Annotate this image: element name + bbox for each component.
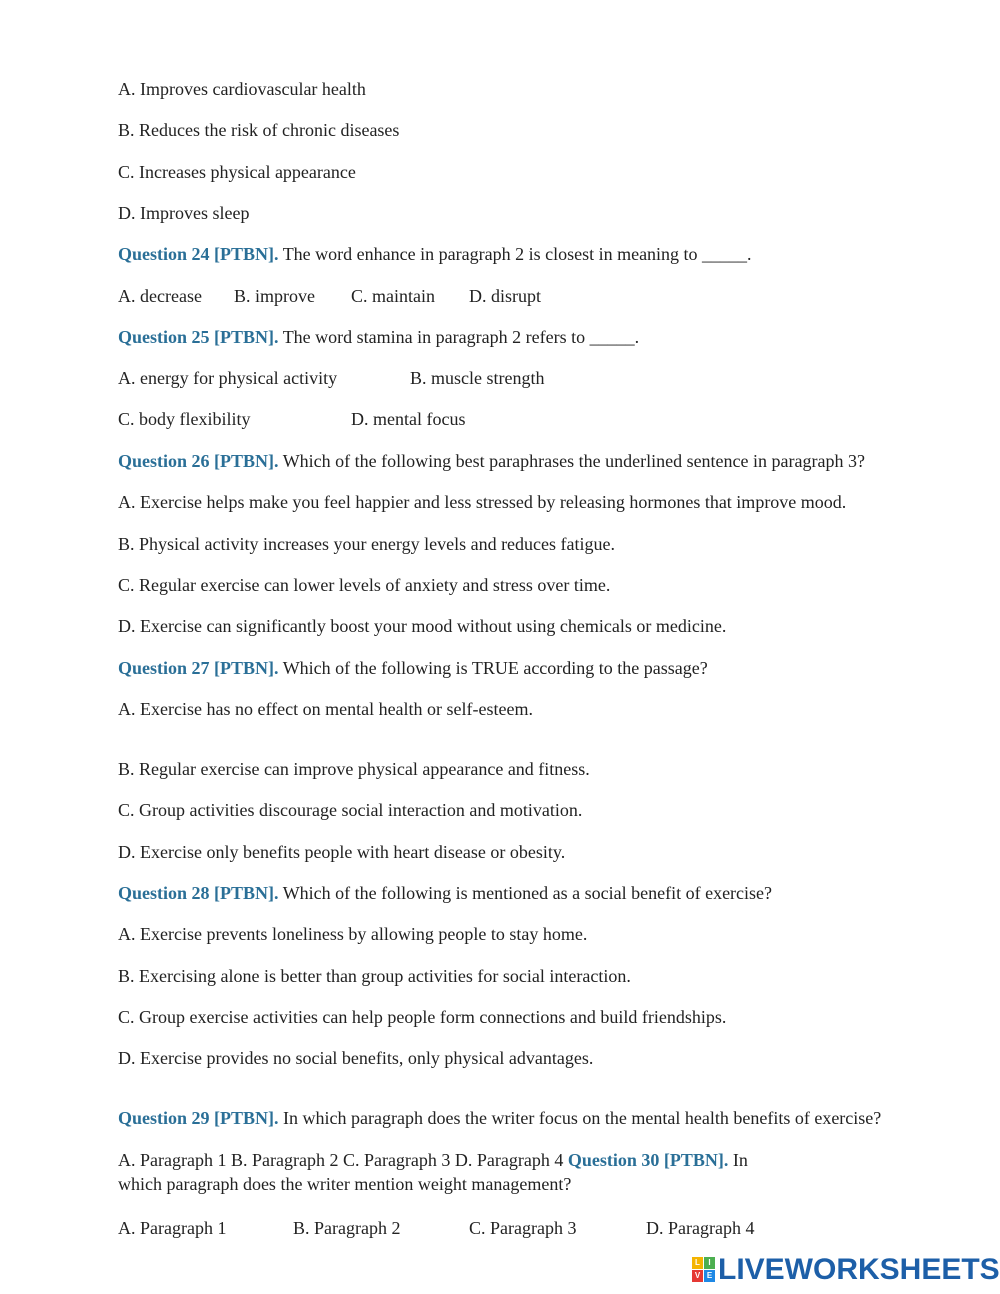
q29-options: A. Paragraph 1 B. Paragraph 2 C. Paragraph 3 D. Paragraph 4 xyxy=(118,1150,568,1170)
question-30-text-part2: which paragraph does the writer mention weight management? xyxy=(118,1174,572,1194)
q28-option-a: A. Exercise prevents loneliness by allowing people to stay home. xyxy=(118,924,588,944)
logo-block-l: L xyxy=(692,1257,703,1269)
q24-option-b: B. improve xyxy=(234,286,315,306)
question-24 xyxy=(118,243,752,265)
question-25-text: The word stamina in paragraph 2 refers to _____. xyxy=(278,327,640,347)
liveworksheets-mark-icon xyxy=(692,1257,716,1283)
question-30-text-part1: In xyxy=(728,1150,748,1170)
question-26 xyxy=(118,450,865,472)
question-30-label: Question 30 [PTBN]. xyxy=(567,1150,729,1170)
q30-option-a: A. Paragraph 1 xyxy=(118,1218,227,1238)
question-25-label: Question 25 [PTBN]. xyxy=(118,327,279,347)
question-26-text: Which of the following best paraphrases the underlined sentence in paragraph 3? xyxy=(278,451,865,471)
q26-option-c: C. Regular exercise can lower levels of anxiety and stress over time. xyxy=(118,575,611,595)
logo-block-v: V xyxy=(692,1270,703,1282)
question-29 xyxy=(118,1107,881,1129)
q27-option-a: A. Exercise has no effect on mental health or self-esteem. xyxy=(118,699,534,719)
liveworksheets-logo xyxy=(692,1254,1000,1286)
q23-option-c: C. Increases physical appearance xyxy=(118,162,356,182)
q27-option-d: D. Exercise only benefits people with heart disease or obesity. xyxy=(118,842,566,862)
question-28-text: Which of the following is mentioned as a social benefit of exercise? xyxy=(278,883,773,903)
question-28-label: Question 28 [PTBN]. xyxy=(118,883,279,903)
q30-option-c: C. Paragraph 3 xyxy=(469,1218,577,1238)
q26-option-b: B. Physical activity increases your energy levels and reduces fatigue. xyxy=(118,534,616,554)
q28-option-b: B. Exercising alone is better than group activities for social interaction. xyxy=(118,966,631,986)
question-25 xyxy=(118,326,639,348)
q24-option-a: A. decrease xyxy=(118,286,202,306)
q27-option-b: B. Regular exercise can improve physical appearance and fitness. xyxy=(118,759,590,779)
q25-option-c: C. body flexibility xyxy=(118,409,251,429)
q24-option-c: C. maintain xyxy=(351,286,435,306)
q23-option-d: D. Improves sleep xyxy=(118,203,250,223)
question-29-label: Question 29 [PTBN]. xyxy=(118,1108,279,1128)
question-27-label: Question 27 [PTBN]. xyxy=(118,658,279,678)
question-27 xyxy=(118,657,708,679)
question-28 xyxy=(118,882,772,904)
q29-options-and-question-30 xyxy=(118,1149,748,1171)
liveworksheets-logo-text: LIVEWORKSHEETS xyxy=(718,1253,1000,1286)
q24-option-d: D. disrupt xyxy=(469,286,541,306)
q26-option-a: A. Exercise helps make you feel happier and less stressed by releasing hormones that improve mood. xyxy=(118,492,847,512)
question-24-label: Question 24 [PTBN]. xyxy=(118,244,279,264)
q25-option-d: D. mental focus xyxy=(351,409,466,429)
question-24-text: The word enhance in paragraph 2 is closest in meaning to _____. xyxy=(278,244,752,264)
q30-option-d: D. Paragraph 4 xyxy=(646,1218,755,1238)
q23-option-b: B. Reduces the risk of chronic diseases xyxy=(118,120,400,140)
q28-option-c: C. Group exercise activities can help people form connections and build friendships. xyxy=(118,1007,727,1027)
logo-block-e: E xyxy=(704,1270,715,1282)
q28-option-d: D. Exercise provides no social benefits, only physical advantages. xyxy=(118,1048,594,1068)
q23-option-a: A. Improves cardiovascular health xyxy=(118,79,366,99)
question-27-text: Which of the following is TRUE according to the passage? xyxy=(278,658,708,678)
question-29-text: In which paragraph does the writer focus on the mental health benefits of exercise? xyxy=(278,1108,882,1128)
q27-option-c: C. Group activities discourage social interaction and motivation. xyxy=(118,800,583,820)
q30-option-b: B. Paragraph 2 xyxy=(293,1218,401,1238)
logo-block-i: I xyxy=(704,1257,715,1269)
question-26-label: Question 26 [PTBN]. xyxy=(118,451,279,471)
q25-option-b: B. muscle strength xyxy=(410,368,545,388)
q26-option-d: D. Exercise can significantly boost your mood without using chemicals or medicine. xyxy=(118,616,727,636)
q25-option-a: A. energy for physical activity xyxy=(118,368,338,388)
